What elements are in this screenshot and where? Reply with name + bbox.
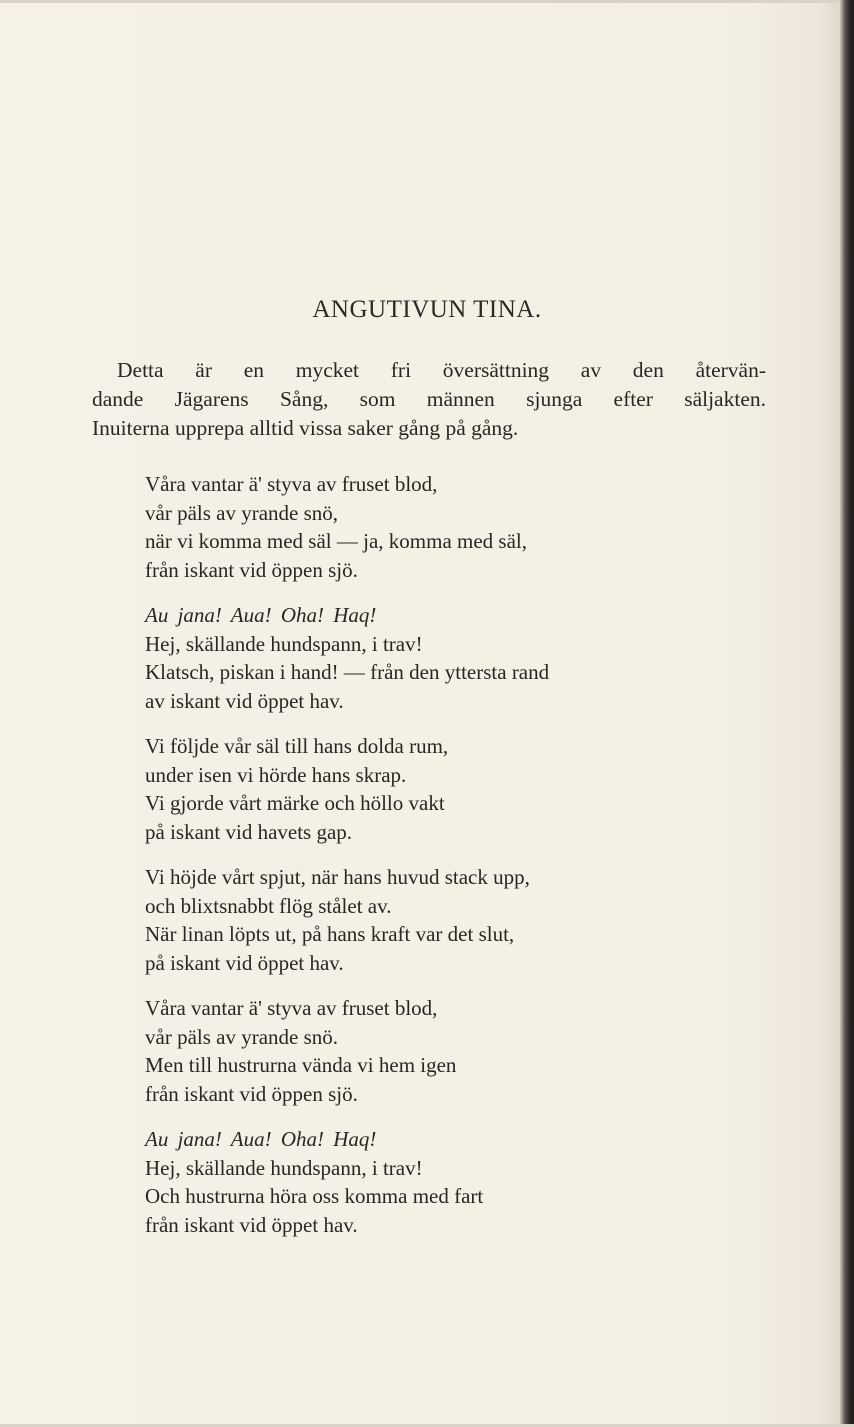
verse-line: under isen vi hörde hans skrap. [145, 762, 407, 787]
verse-line: Men till hustrurna vända vi hem igen [145, 1053, 457, 1077]
verse-line: Klatsch, piskan i hand! — från den yttersta rand [145, 660, 550, 684]
verse-line: från iskant vid öppet hav. [145, 1212, 358, 1237]
stanza-1 [145, 470, 745, 584]
verse-line: när vi komma med säl — ja, komma med säl, [145, 529, 527, 553]
page-top-edge [0, 0, 854, 3]
intro-line: Detta är en mycket fri översättning av den återvän- [117, 358, 766, 382]
intro-line: dande Jägarens Sång, som männen sjunga efter säljakten. [92, 387, 766, 411]
stanza-4 [145, 863, 745, 977]
poem-title: ANGUTIVUN TINA. [312, 296, 542, 323]
verse-line: och blixtsnabbt flög stålet av. [145, 893, 392, 918]
chant-line: Au jana! Aua! Oha! Haq! [145, 1127, 377, 1151]
stanza-3 [145, 732, 745, 846]
verse-line: från iskant vid öppen sjö. [145, 557, 358, 582]
verse-line: från iskant vid öppen sjö. [145, 1081, 358, 1106]
stanza-6 [145, 1125, 745, 1239]
verse-line: Hej, skällande hundspann, i trav! [145, 1155, 423, 1180]
verse-line: av iskant vid öppet hav. [145, 688, 344, 713]
verse-line: vår päls av yrande snö, [145, 500, 339, 525]
verse-line: Våra vantar ä' styva av fruset blod, [145, 472, 438, 496]
verse-line: vår päls av yrande snö. [145, 1024, 339, 1049]
verse-line: Och hustrurna höra oss komma med fart [145, 1184, 484, 1208]
verse-line: När linan löpts ut, på hans kraft var det slut, [145, 922, 515, 946]
intro-line: Inuiterna upprepa alltid vissa saker gång på gång. [92, 416, 519, 440]
verse-line: Vi höjde vårt spjut, när hans huvud stack upp, [145, 865, 530, 889]
stanza-5 [145, 994, 745, 1108]
verse-line: Vi följde vår säl till hans dolda rum, [145, 734, 449, 758]
intro-paragraph [92, 356, 766, 443]
chant-line: Au jana! Aua! Oha! Haq! [145, 603, 377, 627]
verse-line: Våra vantar ä' styva av fruset blod, [145, 996, 438, 1020]
book-spine-shadow [840, 0, 854, 1427]
verse-line: på iskant vid havets gap. [145, 819, 353, 844]
verse-line: på iskant vid öppet hav. [145, 950, 344, 975]
verse-line: Vi gjorde vårt märke och höllo vakt [145, 791, 445, 815]
poem-body [145, 470, 745, 1256]
stanza-2 [145, 601, 745, 715]
verse-line: Hej, skällande hundspann, i trav! [145, 631, 423, 656]
